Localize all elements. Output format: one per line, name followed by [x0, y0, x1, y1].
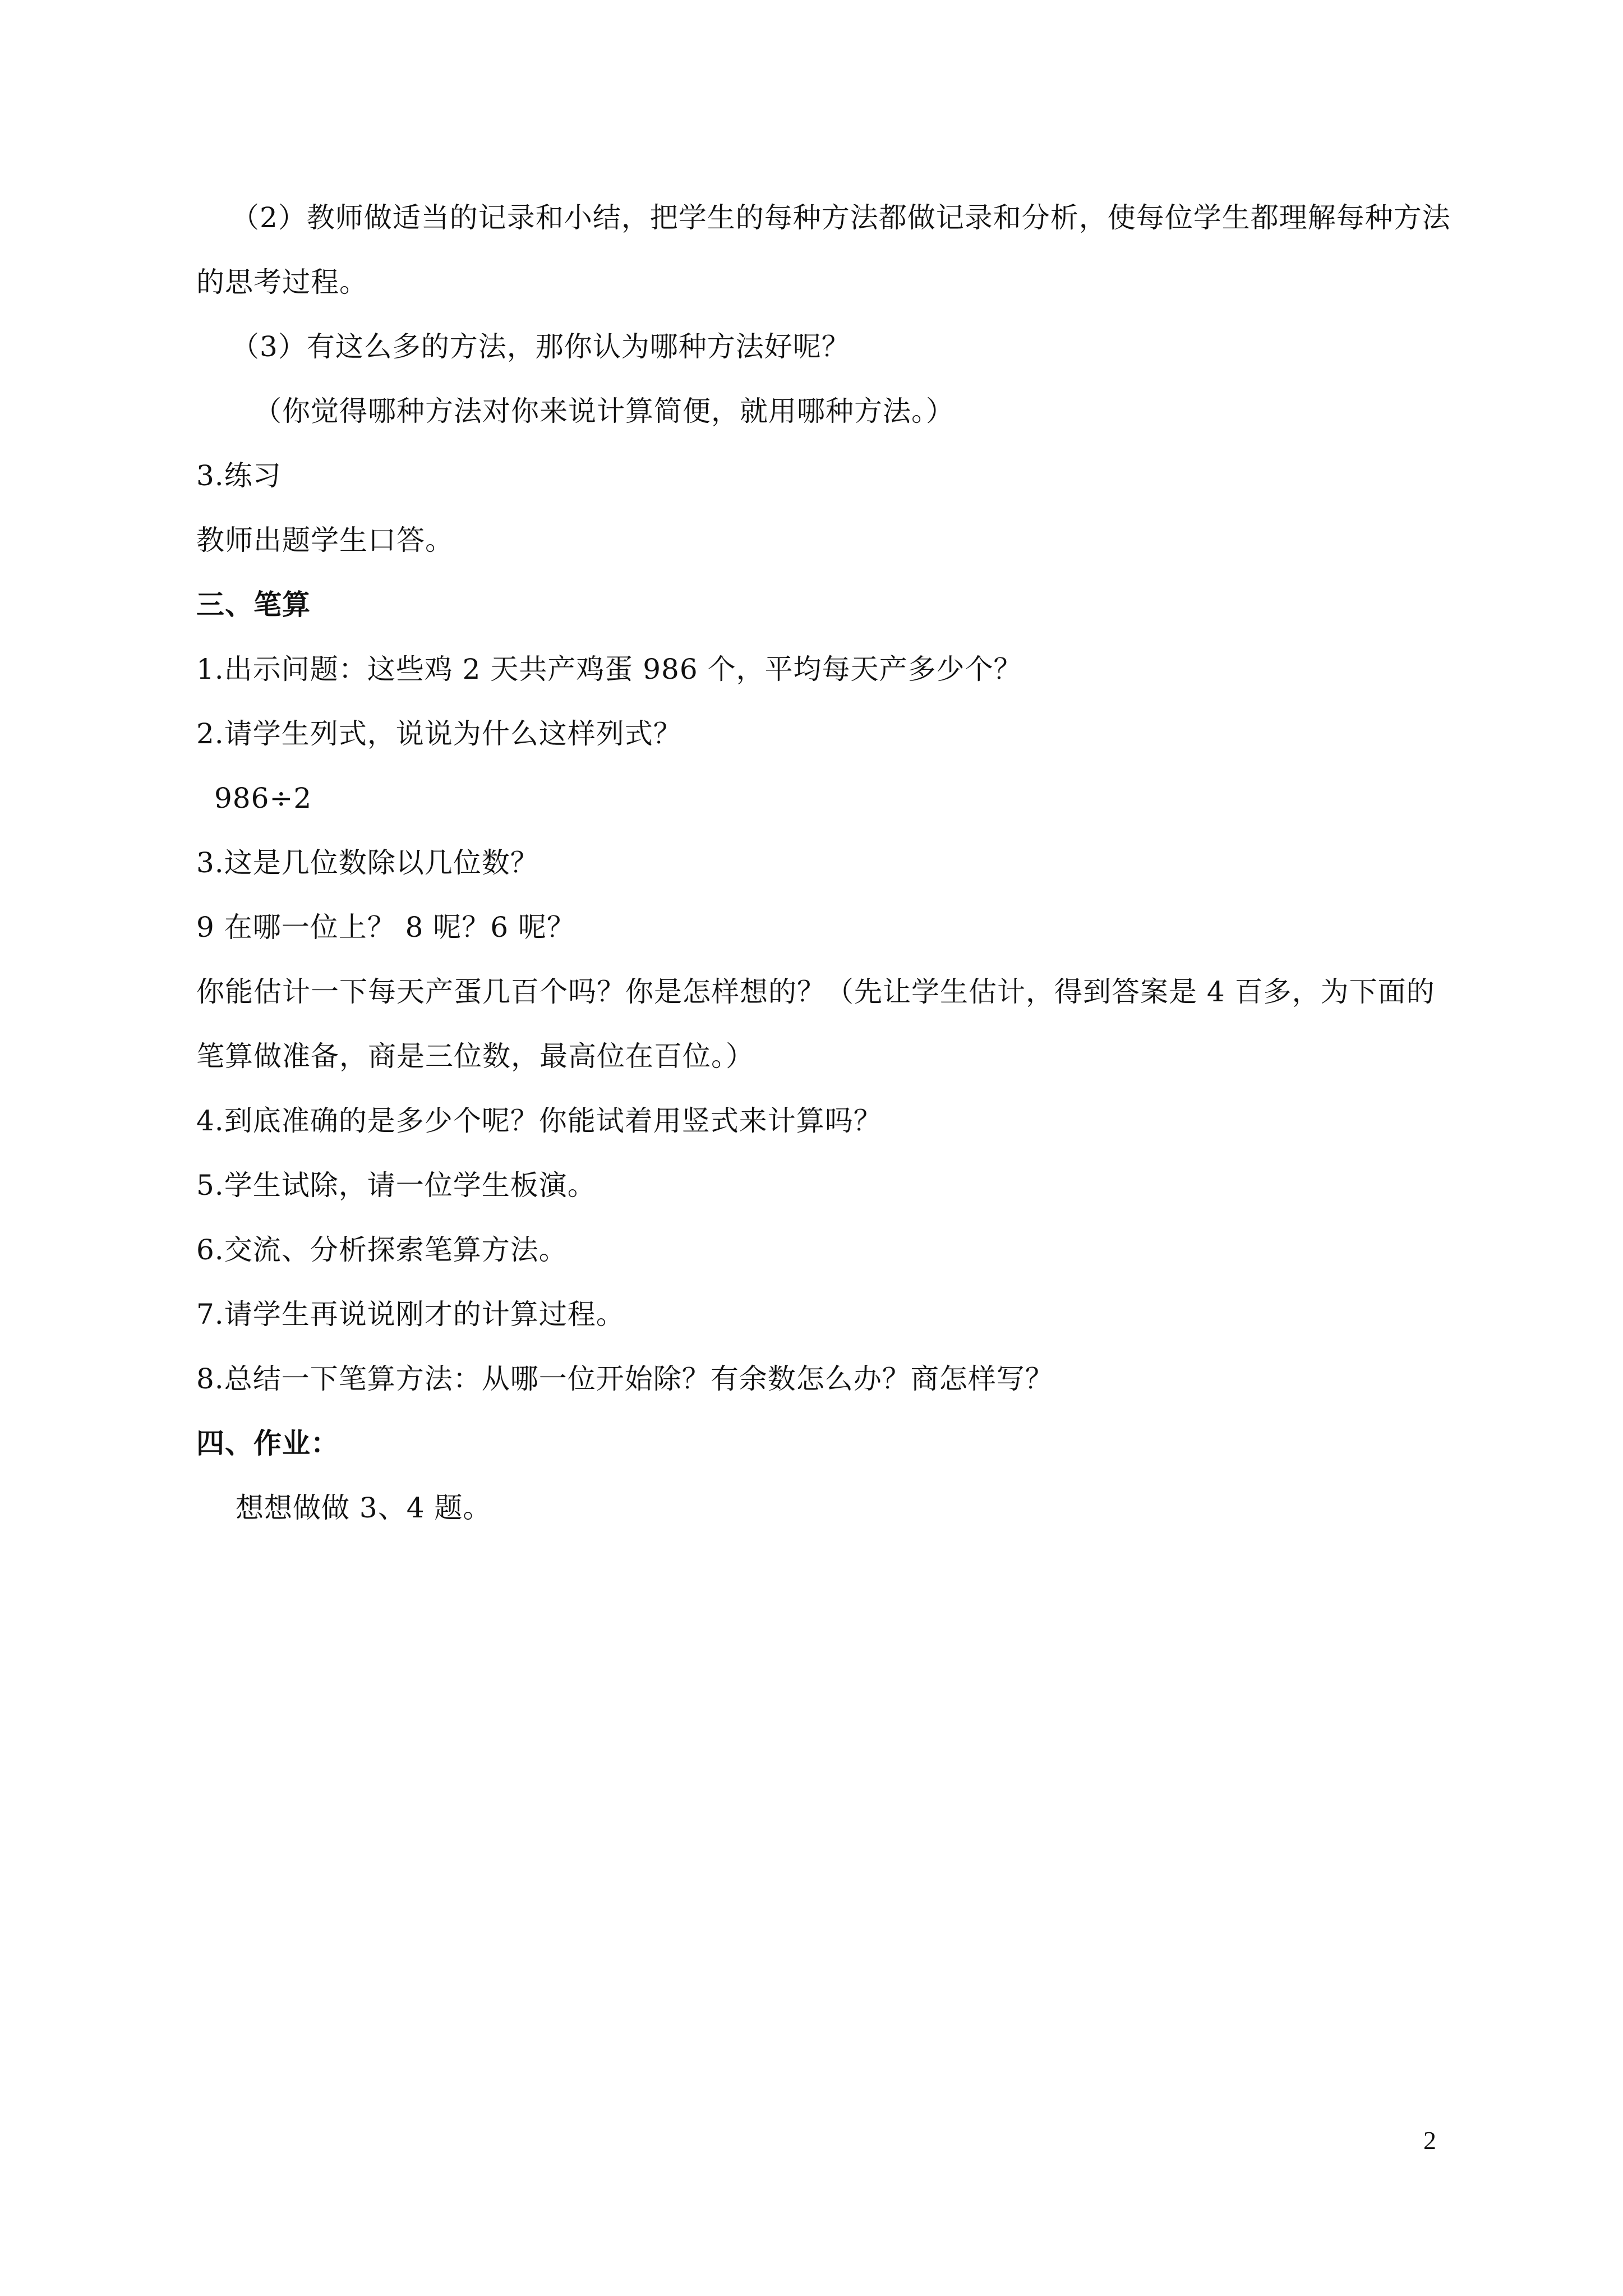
- list-item-2: 2.请学生列式，说说为什么这样列式？: [196, 717, 682, 750]
- list-item-5: 5.学生试除，请一位学生板演。: [196, 1169, 596, 1202]
- estimation-paragraph-continued: 笔算做准备，商是三位数，最高位在百位。）: [196, 1040, 754, 1073]
- paragraph-step-3: （3）有这么多的方法，那你认为哪种方法好呢？: [231, 330, 850, 363]
- section-practice: 3.练习: [196, 459, 282, 492]
- paragraph-step-3-note: （你觉得哪种方法对你来说计算简便，就用哪种方法。）: [253, 395, 955, 427]
- list-item-8: 8.总结一下笔算方法：从哪一位开始除？有余数怎么办？商怎样写？: [196, 1363, 1054, 1395]
- paragraph-step-2-continued: 的思考过程。: [196, 266, 368, 298]
- list-item-6: 6.交流、分析探索笔算方法。: [196, 1234, 568, 1266]
- page-number: 2: [1423, 2126, 1436, 2155]
- list-item-3: 3.这是几位数除以几位数？: [196, 846, 539, 879]
- practice-text: 教师出题学生口答。: [196, 524, 454, 556]
- list-item-7: 7.请学生再说说刚才的计算过程。: [196, 1298, 625, 1331]
- homework-text: 想想做做 3、4 题。: [236, 1492, 492, 1524]
- paragraph-step-2: （2）教师做适当的记录和小结，把学生的每种方法都做记录和分析，使每位学生都理解每种方法: [231, 201, 1451, 234]
- list-item-1: 1.出示问题：这些鸡 2 天共产鸡蛋 986 个，平均每天产多少个？: [196, 653, 1022, 685]
- section-heading-written-calculation: 三、笔算: [196, 588, 311, 621]
- expression-text: 986÷2: [214, 782, 312, 815]
- section-heading-homework: 四、作业：: [196, 1427, 339, 1460]
- list-item-3-question: 9 在哪一位上？ 8 呢？6 呢？: [196, 911, 576, 944]
- list-item-4: 4.到底准确的是多少个呢？你能试着用竖式来计算吗？: [196, 1105, 882, 1137]
- estimation-paragraph: 你能估计一下每天产蛋几百个吗？你是怎样想的？（先让学生估计，得到答案是 4 百多，为下面的: [196, 976, 1435, 1008]
